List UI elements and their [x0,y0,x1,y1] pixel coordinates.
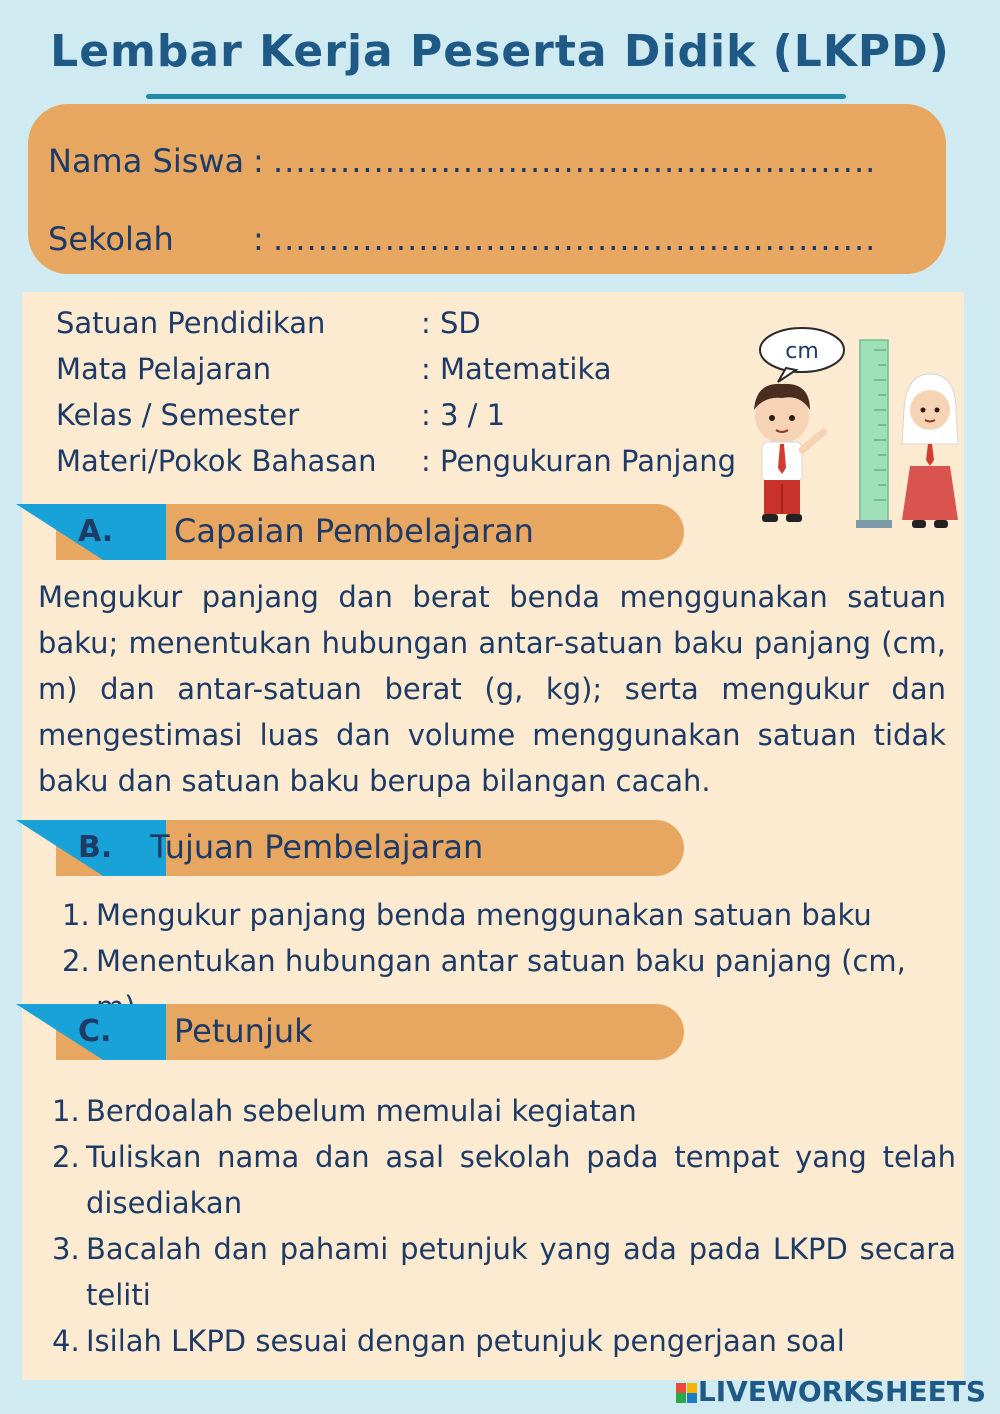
info-label: Kelas / Semester [56,398,300,432]
logo-text: LIVEWORKSHEETS [697,1375,986,1408]
section-c-title: Petunjuk [174,1012,313,1050]
content-panel [22,292,964,1380]
bubble-text: cm [785,339,819,364]
speech-bubble [760,328,844,382]
logo-mark-icon [676,1383,698,1403]
list-item-text: Isilah LKPD sesuai dengan petunjuk pengerjaan soal [86,1324,845,1358]
section-a-title: Capaian Pembelajaran [174,512,534,550]
info-label: Mata Pelajaran [56,352,272,386]
list-item-text: Mengukur panjang benda menggunakan satuan baku [96,898,872,932]
measuring-kids-illustration [734,310,964,535]
list-item-number: 2. [52,1140,80,1174]
list-item [62,892,942,938]
school-colon: : [253,220,264,258]
info-label: Satuan Pendidikan [56,306,326,340]
student-name-field[interactable]: ...................................................... [273,142,877,180]
info-table [56,300,736,484]
list-item [52,1088,956,1134]
student-identity-box [28,104,946,274]
list-item-text: Tuliskan nama dan asal sekolah pada tempat yang telah disediakan [86,1140,956,1220]
list-item-number: 2. [62,944,90,978]
list-item-number: 1. [52,1094,80,1128]
student-name-label: Nama Siswa [48,142,245,180]
school-label: Sekolah [48,220,174,258]
title-underline [146,94,846,99]
section-a-letter: A. [78,514,114,549]
info-value: : SD [421,306,481,340]
student-name-row [48,142,893,180]
list-item-text: Bacalah dan pahami petunjuk yang ada pada LKPD secara teliti [86,1232,956,1312]
section-c-letter: C. [78,1014,112,1049]
info-row [56,346,736,392]
girl-student-icon [902,374,958,528]
info-row [56,392,736,438]
school-field[interactable]: ...................................................... [273,220,877,258]
info-value: : 3 / 1 [421,398,506,432]
liveworksheets-logo[interactable] [676,1375,986,1408]
section-b-letter: B. [78,830,113,865]
section-c-list [52,1088,956,1364]
list-item-text: Berdoalah sebelum memulai kegiatan [86,1094,637,1128]
list-item-number: 1. [62,898,90,932]
info-value: : Pengukuran Panjang [421,444,736,478]
ruler-icon [856,340,892,528]
list-item [52,1226,956,1318]
student-name-colon: : [253,142,264,180]
section-b-title: Tujuan Pembelajaran [150,828,484,866]
section-a-text: Mengukur panjang dan berat benda menggunakan satuan baku; menentukan hubungan antar-satuan baku panjang (cm, m) dan antar-satuan berat (g, kg); serta mengukur dan mengestimasi luas dan volume menggunakan satuan tidak baku dan satuan baku berupa bilangan cacah. [38,580,946,798]
info-row [56,438,736,484]
boy-student-icon [754,384,824,522]
school-row [48,220,893,258]
page-title: Lembar Kerja Peserta Didik (LKPD) [50,26,950,77]
list-item-text: Menentukan hubungan antar satuan baku panjang (cm, [96,944,906,978]
list-item-number: 3. [52,1232,80,1266]
info-label: Materi/Pokok Bahasan [56,444,377,478]
list-item-number: 4. [52,1324,80,1358]
info-row [56,300,736,346]
info-value: : Matematika [421,352,612,386]
list-item [52,1318,956,1364]
list-item [52,1134,956,1226]
